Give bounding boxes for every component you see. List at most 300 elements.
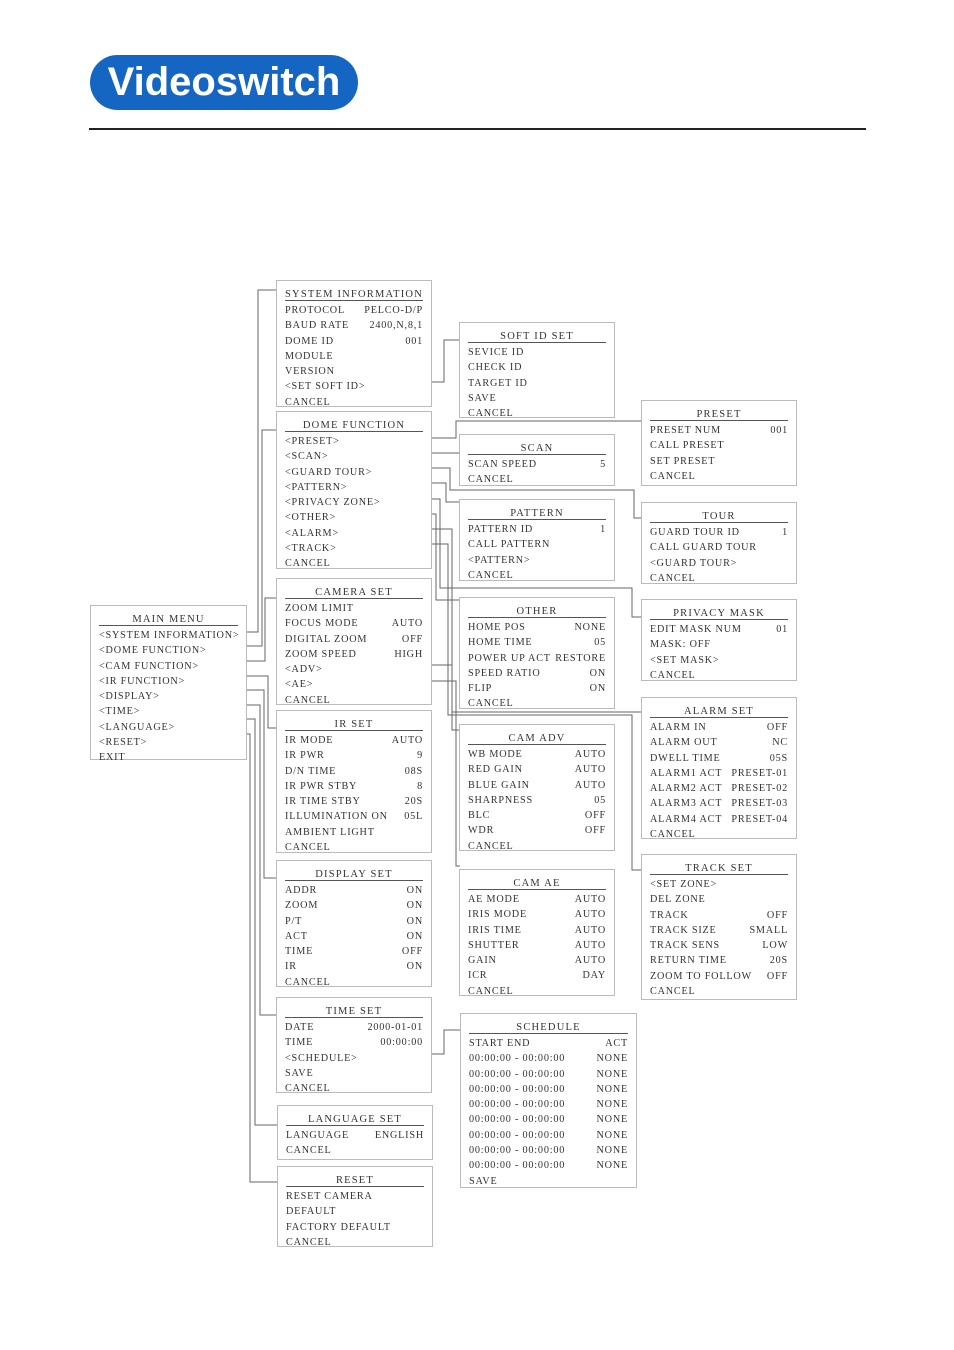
menu-rows (277, 599, 431, 708)
menu-item-label: IR TIME STBY (285, 796, 361, 808)
menu-item-label: GUARD TOUR ID (650, 527, 740, 538)
menu-item-label: <AE> (285, 679, 314, 691)
menu-item-label: TRACK SIZE (650, 924, 717, 936)
menu-item-label: <CAM FUNCTION> (99, 660, 199, 672)
menu-rows (277, 301, 431, 410)
line-main-sysinfo (232, 290, 276, 632)
menu-item-label: <PATTERN> (285, 481, 348, 493)
menu-item-value: 001 (405, 335, 423, 347)
menu-item-label: PATTERN ID (468, 524, 534, 535)
menu-item-label: ALARM2 ACT (650, 783, 723, 795)
menu-item (285, 1066, 423, 1081)
menu-rows (460, 745, 614, 854)
menu-item-value: 05L (404, 811, 423, 823)
menu-item (650, 653, 788, 668)
soft-id-set-box (459, 322, 615, 418)
menu-item (285, 495, 423, 510)
menu-item-value: 05S (769, 752, 788, 764)
menu-item (285, 1081, 423, 1096)
menu-item (285, 1020, 423, 1035)
menu-item (285, 465, 423, 480)
menu-title: SCHEDULE (469, 1014, 628, 1034)
menu-item-value: HIGH (394, 648, 423, 660)
system-information-box (276, 280, 432, 407)
menu-item (99, 735, 238, 750)
pattern-box (459, 499, 615, 581)
menu-item (468, 666, 606, 681)
menu-item-value: 9 (417, 750, 423, 762)
menu-item-label: LANGUAGE (286, 1130, 349, 1141)
menu-item-value: DAY (582, 970, 606, 982)
menu-item-value: 2000-01-01 (367, 1022, 423, 1033)
menu-title: LANGUAGE SET (286, 1106, 424, 1126)
menu-item-label: CANCEL (285, 558, 331, 570)
scan-box (459, 434, 615, 486)
menu-item-value: NONE (596, 1099, 628, 1111)
menu-item-label: CANCEL (468, 840, 514, 852)
menu-item (650, 556, 788, 571)
menu-item-label: EXIT (99, 752, 126, 764)
menu-rows (91, 626, 246, 766)
menu-item (650, 827, 788, 842)
menu-item-value: 001 (770, 425, 788, 436)
menu-item-label: CANCEL (285, 396, 331, 408)
menu-item-value: ON (589, 683, 606, 695)
menu-item-label: SAVE (468, 392, 497, 404)
menu-item (285, 334, 423, 349)
menu-title: SYSTEM INFORMATION (285, 281, 423, 301)
menu-item-label: CANCEL (468, 569, 514, 581)
menu-item-value: OFF (766, 970, 788, 982)
menu-item (650, 622, 788, 637)
menu-item-value: 20S (769, 955, 788, 967)
menu-item (99, 720, 238, 735)
menu-item (285, 914, 423, 929)
menu-item-label: DATE (285, 1022, 315, 1033)
menu-item (285, 556, 423, 571)
menu-item-label: SEVICE ID (468, 347, 525, 358)
menu-item (285, 1051, 423, 1066)
display-set-box (276, 860, 432, 987)
menu-item-label: MASK: OFF (650, 639, 711, 651)
menu-item-label: CALL GUARD TOUR (650, 542, 757, 554)
menu-title: IR SET (285, 711, 423, 731)
menu-item (99, 628, 238, 643)
menu-title: SCAN (468, 435, 606, 455)
menu-item (650, 438, 788, 453)
menu-item-value: LOW (762, 940, 788, 952)
menu-rows (461, 1034, 636, 1189)
menu-item (468, 553, 606, 568)
menu-title: TIME SET (285, 998, 423, 1018)
menu-item-value: ENGLISH (374, 1130, 424, 1141)
menu-title: CAMERA SET (285, 579, 423, 599)
menu-item-value: AUTO (574, 749, 606, 760)
menu-item-value: NONE (596, 1145, 628, 1157)
other-box (459, 597, 615, 709)
menu-item-label: 00:00:00 - 00:00:00 (469, 1068, 566, 1080)
menu-item (468, 907, 606, 922)
menu-rows (460, 455, 614, 488)
menu-title: DISPLAY SET (285, 861, 423, 881)
menu-rows (278, 1126, 432, 1159)
menu-item (286, 1204, 424, 1219)
menu-item (285, 779, 423, 794)
menu-item (650, 812, 788, 827)
menu-item-label: ILLUMINATION ON (285, 811, 388, 823)
menu-item (650, 766, 788, 781)
menu-item-label: CANCEL (286, 1236, 332, 1248)
menu-title: DOME FUNCTION (285, 412, 423, 432)
menu-item-label: IRIS TIME (468, 924, 522, 936)
menu-item-label: DOME ID (285, 335, 334, 347)
menu-title: SOFT ID SET (468, 323, 606, 343)
menu-item-value: AUTO (391, 735, 423, 746)
menu-item-label: ADDR (285, 885, 318, 896)
menu-item-label: AMBIENT LIGHT (285, 826, 375, 838)
menu-title: MAIN MENU (99, 606, 238, 626)
menu-item-label: <IR FUNCTION> (99, 675, 186, 687)
menu-item (285, 825, 423, 840)
menu-item-value: NONE (596, 1053, 628, 1065)
menu-rows (642, 718, 796, 842)
menu-item-label: <SCHEDULE> (285, 1052, 358, 1064)
menu-item-label: SET PRESET (650, 455, 716, 467)
menu-item (468, 620, 606, 635)
menu-item-value: OFF (401, 633, 423, 645)
menu-item-label: <GUARD TOUR> (285, 466, 373, 478)
menu-item (285, 1035, 423, 1050)
menu-rows (277, 432, 431, 572)
menu-item-value: NONE (596, 1129, 628, 1141)
menu-item-label: EDIT MASK NUM (650, 624, 742, 635)
menu-item (285, 480, 423, 495)
menu-item-label: IRIS MODE (468, 909, 527, 921)
menu-item (650, 796, 788, 811)
menu-item (650, 892, 788, 907)
menu-item (468, 635, 606, 650)
menu-item (468, 360, 606, 375)
menu-item-label: TIME (285, 1037, 314, 1049)
menu-rows (460, 890, 614, 999)
menu-item-label: IR PWR STBY (285, 780, 358, 792)
menu-item (468, 953, 606, 968)
menu-item-label: ICR (468, 970, 488, 982)
menu-rows (277, 731, 431, 855)
menu-item-label: 00:00:00 - 00:00:00 (469, 1160, 566, 1172)
cam-ae-box (459, 869, 615, 996)
menu-item (650, 969, 788, 984)
menu-item-value: 08S (404, 765, 423, 777)
menu-item (285, 898, 423, 913)
menu-item-value: NONE (596, 1068, 628, 1080)
menu-title: OTHER (468, 598, 606, 618)
camera-set-box (276, 578, 432, 705)
menu-item (285, 809, 423, 824)
menu-item (468, 747, 606, 762)
menu-item (468, 793, 606, 808)
schedule-box (460, 1013, 637, 1188)
menu-item (285, 616, 423, 631)
menu-item-value: OFF (401, 946, 423, 958)
menu-item-value: AUTO (391, 618, 423, 630)
menu-item (650, 720, 788, 735)
tour-box (641, 502, 797, 584)
menu-item-label: TIME (285, 946, 314, 958)
menu-item (468, 839, 606, 854)
menu-item-label: FACTORY DEFAULT (286, 1221, 391, 1233)
menu-item-label: TRACK (650, 909, 689, 921)
menu-title: PRIVACY MASK (650, 600, 788, 620)
menu-item-label: START END (469, 1038, 531, 1049)
menu-title: CAM AE (468, 870, 606, 890)
menu-item (468, 522, 606, 537)
menu-item (285, 764, 423, 779)
menu-item-label: PROTOCOL (285, 305, 345, 316)
menu-item-label: 00:00:00 - 00:00:00 (469, 1099, 566, 1111)
menu-item (650, 571, 788, 586)
menu-item-value: AUTO (574, 939, 606, 951)
menu-item-label: CANCEL (285, 1083, 331, 1095)
menu-item-label: CALL PATTERN (468, 539, 551, 551)
menu-item-label: DEFAULT (286, 1206, 337, 1218)
menu-item-value: NONE (596, 1114, 628, 1126)
menu-item-label: <SET ZONE> (650, 879, 718, 890)
menu-item-value: NONE (574, 622, 606, 633)
menu-item-label: PRESET NUM (650, 425, 721, 436)
menu-item (469, 1067, 628, 1082)
menu-item (650, 938, 788, 953)
menu-item (285, 318, 423, 333)
menu-item (650, 908, 788, 923)
menu-item-label: RESET CAMERA (286, 1191, 373, 1202)
menu-item-label: 00:00:00 - 00:00:00 (469, 1053, 566, 1065)
menu-item-label: RED GAIN (468, 764, 523, 776)
menu-item (650, 637, 788, 652)
menu-item (285, 840, 423, 855)
menu-item-label: SHUTTER (468, 939, 520, 951)
menu-item (286, 1220, 424, 1235)
menu-item-value: RESTORE (555, 652, 606, 664)
time-set-box (276, 997, 432, 1093)
menu-item-label: CANCEL (650, 470, 696, 482)
menu-item (468, 808, 606, 823)
menu-item-label: P/T (285, 915, 303, 927)
menu-item (285, 395, 423, 410)
menu-item-value: ON (406, 915, 423, 927)
menu-item (468, 968, 606, 983)
menu-item-value: OFF (584, 825, 606, 837)
menu-item-label: IR PWR (285, 750, 325, 762)
menu-item (650, 735, 788, 750)
menu-title: ALARM SET (650, 698, 788, 718)
menu-item (468, 762, 606, 777)
menu-item-value: AUTO (574, 764, 606, 776)
menu-item (650, 923, 788, 938)
menu-item-value: SMALL (749, 924, 788, 936)
menu-item-value: AUTO (574, 924, 606, 936)
menu-item-label: ALARM OUT (650, 737, 718, 749)
menu-item (285, 794, 423, 809)
menu-item (468, 938, 606, 953)
menu-item (286, 1235, 424, 1250)
privacy-mask-box (641, 599, 797, 681)
menu-item-value: 05 (594, 794, 606, 806)
menu-item-label: <SET SOFT ID> (285, 381, 366, 393)
menu-item (468, 696, 606, 711)
language-set-box (277, 1105, 433, 1160)
menu-item-label: POWER UP ACT (468, 652, 551, 664)
menu-title: CAM ADV (468, 725, 606, 745)
menu-item-value: NC (772, 737, 788, 749)
menu-item (468, 406, 606, 421)
menu-item (99, 750, 238, 765)
menu-item-value: 01 (776, 624, 788, 635)
menu-item (650, 877, 788, 892)
menu-item-label: SCAN SPEED (468, 459, 537, 470)
menu-item (650, 668, 788, 683)
menu-item-value: ON (406, 885, 423, 896)
menu-item-label: ALARM3 ACT (650, 798, 723, 810)
menu-item (99, 689, 238, 704)
menu-item-value: PRESET-01 (731, 767, 788, 779)
menu-item-label: SPEED RATIO (468, 667, 541, 679)
menu-item-label: CHECK ID (468, 362, 523, 374)
menu-item-value: OFF (766, 909, 788, 921)
menu-item-value: OFF (584, 810, 606, 822)
menu-item (285, 959, 423, 974)
menu-item-label: ALARM IN (650, 722, 707, 733)
menu-item (468, 537, 606, 552)
menu-item-label: IR (285, 961, 297, 973)
menu-item-label: CANCEL (650, 986, 696, 998)
menu-item (286, 1189, 424, 1204)
menu-item-label: TRACK SENS (650, 940, 720, 952)
menu-item (285, 647, 423, 662)
menu-item-value: ON (406, 900, 423, 912)
menu-title: TRACK SET (650, 855, 788, 875)
menu-item (469, 1112, 628, 1127)
menu-item-label: FOCUS MODE (285, 618, 359, 630)
menu-title: TOUR (650, 503, 788, 523)
menu-item (469, 1082, 628, 1097)
cam-adv-box (459, 724, 615, 851)
menu-item-label: BLUE GAIN (468, 779, 530, 791)
menu-item-value: PELCO-D/P (364, 305, 423, 316)
menu-item (285, 975, 423, 990)
menu-item-value: OFF (766, 722, 788, 733)
reset-box (277, 1166, 433, 1247)
menu-item (286, 1143, 424, 1158)
menu-rows (277, 881, 431, 990)
menu-item (468, 778, 606, 793)
menu-item-value: AUTO (574, 955, 606, 967)
menu-item-label: ZOOM SPEED (285, 648, 357, 660)
menu-item-label: HOME POS (468, 622, 526, 633)
menu-item (285, 601, 423, 616)
menu-item (285, 944, 423, 959)
menu-item-label: <DISPLAY> (99, 691, 160, 703)
menu-rows (460, 618, 614, 712)
menu-item-label: CANCEL (285, 694, 331, 706)
menu-item (469, 1158, 628, 1173)
menu-item-label: <TIME> (99, 706, 141, 718)
menu-rows (642, 523, 796, 586)
menu-item (285, 349, 423, 364)
menu-item-label: <SET MASK> (650, 654, 720, 666)
menu-item-label: TARGET ID (468, 377, 528, 389)
menu-item-label: FLIP (468, 683, 493, 695)
menu-item-value: AUTO (574, 894, 606, 905)
menu-rows (642, 421, 796, 484)
menu-item (285, 449, 423, 464)
menu-item (468, 376, 606, 391)
menu-item-label: DEL ZONE (650, 894, 706, 906)
menu-item-value: 2400,N,8,1 (369, 320, 423, 332)
menu-item (650, 751, 788, 766)
menu-item (468, 823, 606, 838)
menu-item-value: 5 (600, 459, 606, 470)
menu-item-label: <ALARM> (285, 527, 339, 539)
menu-item (468, 391, 606, 406)
menu-item (468, 472, 606, 487)
menu-item (285, 379, 423, 394)
menu-item (285, 303, 423, 318)
menu-item-value: 20S (404, 796, 423, 808)
menu-rows (460, 343, 614, 421)
menu-item (285, 632, 423, 647)
menu-item (285, 677, 423, 692)
menu-item-value: ON (406, 961, 423, 973)
menu-item (285, 693, 423, 708)
menu-item (285, 434, 423, 449)
menu-item-label: BLC (468, 810, 491, 822)
menu-item-label: ALARM4 ACT (650, 813, 723, 825)
menu-item-label: 00:00:00 - 00:00:00 (469, 1083, 566, 1095)
menu-item-label: 00:00:00 - 00:00:00 (469, 1145, 566, 1157)
menu-item-label: <DOME FUNCTION> (99, 645, 207, 657)
menu-item-value: ACT (605, 1038, 628, 1049)
menu-item (285, 733, 423, 748)
menu-item (285, 748, 423, 763)
menu-item-label: VERSION (285, 366, 335, 378)
menu-item (650, 781, 788, 796)
track-set-box (641, 854, 797, 1000)
menu-item (468, 923, 606, 938)
menu-item-label: CANCEL (468, 985, 514, 997)
menu-item-label: SAVE (285, 1067, 314, 1079)
menu-item (285, 364, 423, 379)
menu-item-label: CANCEL (650, 572, 696, 584)
menu-item (99, 674, 238, 689)
menu-item-label: CANCEL (468, 474, 514, 486)
menu-item (468, 892, 606, 907)
menu-item (650, 454, 788, 469)
menu-item-value: ON (406, 930, 423, 942)
menu-item (468, 568, 606, 583)
menu-item-label: SHARPNESS (468, 794, 533, 806)
menu-item (468, 457, 606, 472)
menu-item-label: IR MODE (285, 735, 334, 746)
ir-set-box (276, 710, 432, 853)
videoswitch-logo: Videoswitch (90, 55, 358, 110)
menu-item (468, 345, 606, 360)
menu-rows (460, 520, 614, 583)
menu-item (469, 1174, 628, 1189)
menu-item-value: 8 (417, 780, 423, 792)
menu-item-value: 05 (594, 637, 606, 649)
menu-item-value: AUTO (574, 909, 606, 921)
